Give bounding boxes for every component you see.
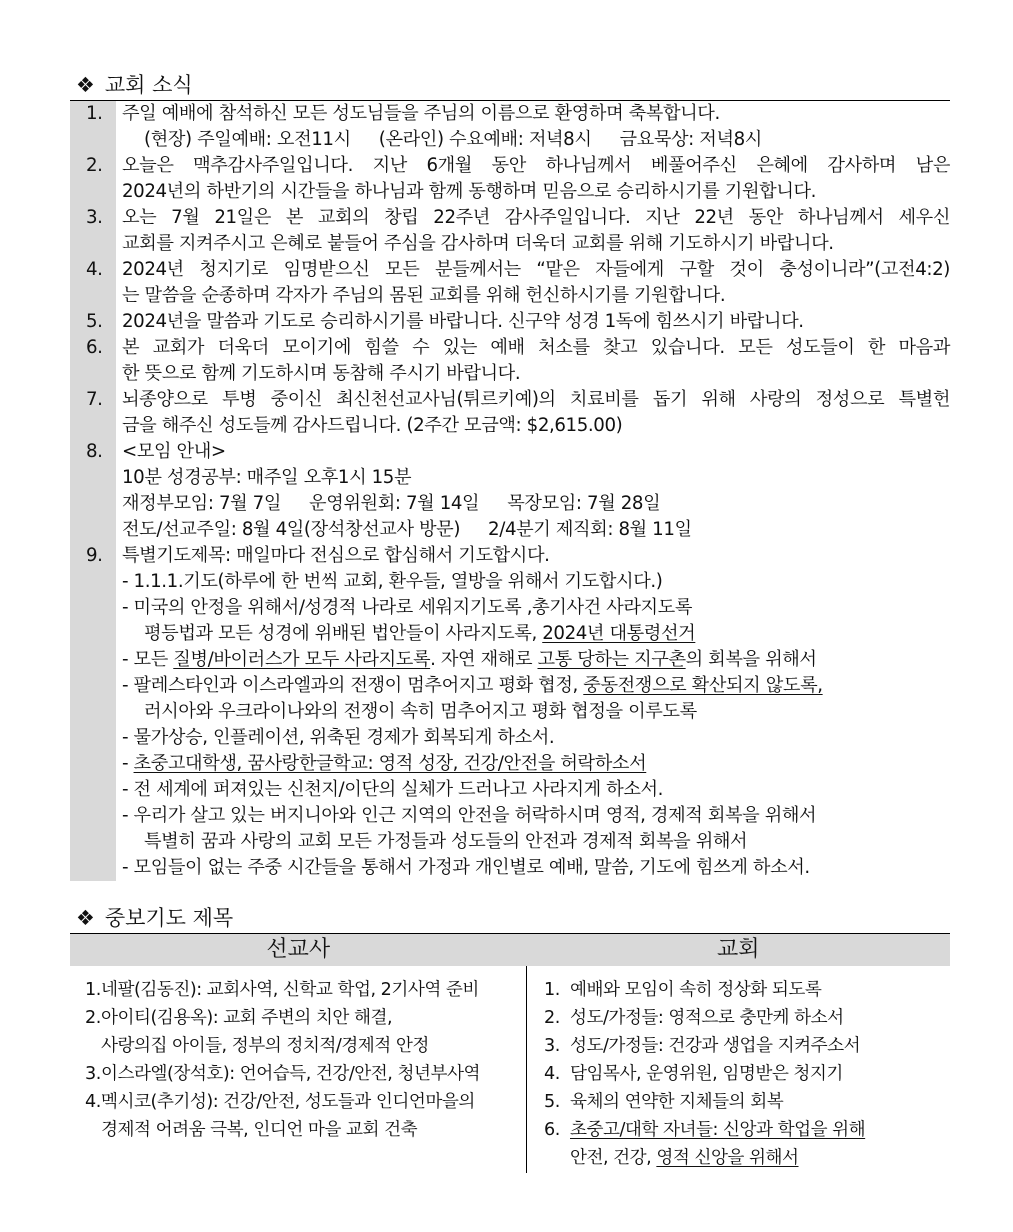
item-number: 3. (86, 207, 103, 228)
prayer-point (122, 673, 950, 699)
mission-dates-row (122, 517, 950, 543)
church-news-heading (70, 70, 950, 101)
item-text: 주일 예배에 참석하신 모든 성도님들을 주님의 이름으로 환영하며 축복합니다. (122, 103, 720, 124)
news-item-2 (70, 153, 950, 205)
steering-committee: 운영위원회: 7월 14일 (309, 493, 480, 514)
prayer-point: - 미국의 안정을 위해서/성경적 나라로 세워지기도록 ,총기사건 사라지도록 (122, 597, 693, 618)
item-text: 멕시코(추기성): 건강/안전, 성도들과 인디언마을의 (101, 1092, 475, 1112)
item-text: 사랑의집 아이들, 정부의 정치적/경제적 안정 (101, 1036, 429, 1056)
church-news-title: 교회 소식 (104, 73, 193, 97)
item-number: 1. (544, 980, 560, 1000)
item-number: 3. (85, 1064, 101, 1084)
item-text: 안전, 건강, (570, 1148, 657, 1168)
item-number: 4. (86, 259, 103, 280)
item-text: 뇌종양으로 투병 중이신 최신천선교사님(튀르키예)의 치료비를 돕기 위해 사랑의 정성으로 특별헌 (122, 389, 950, 410)
item-text: 2024년의 하반기의 시간들을 하나님과 함께 동행하며 믿음으로 승리하시기를 기원합니다. (122, 181, 817, 202)
item-number: 1. (86, 103, 103, 124)
item-number: 2. (85, 1008, 101, 1028)
missionary-item (71, 976, 525, 1004)
intercession-table-body (70, 966, 950, 1173)
prayer-text-underlined: 중동전쟁으로 확산되지 않도록, (583, 675, 823, 696)
missionary-item (71, 1088, 525, 1116)
item-text-underlined: 초중고/대학 자녀들: 신앙과 학업을 위해 (570, 1120, 866, 1140)
item-number: 2. (86, 155, 103, 176)
item-number: 5. (544, 1092, 560, 1112)
item-text: 2024년 청지기로 임명받으신 모든 분들께서는 “맡은 자들에게 구할 것이 충성이니라”(고전4:2) (122, 259, 950, 280)
prayer-text: - 모든 (122, 649, 174, 670)
diamond-bullet-icon: ❖ (76, 906, 95, 930)
prayer-point: - 1.1.1.기도(하루에 한 번씩 교회, 환우들, 열방을 위해서 기도합시다.) (122, 571, 663, 592)
item-text: 2024년을 말씀과 기도로 승리하시기를 바랍니다. 신구약 성경 1독에 힘쓰시기 바랍니다. (122, 311, 804, 332)
missionary-item (71, 1004, 525, 1032)
item-text: 교회를 지켜주시고 은혜로 붙들어 주심을 감사하며 더욱더 교회를 위해 기도하시기 바랍니다. (122, 233, 834, 254)
news-item-1 (70, 101, 950, 153)
special-prayer-title: 특별기도제목: 매일마다 전심으로 합심해서 기도합시다. (122, 545, 550, 566)
news-item-4 (70, 257, 950, 309)
item-text: 네팔(김동진): 교회사역, 신학교 학업, 2기사역 준비 (101, 980, 479, 1000)
prayer-text: 평등법과 모든 성경에 위배된 법안들이 사라지도록, (144, 623, 543, 644)
prayer-text: - 팔레스타인과 이스라엘과의 전쟁이 멈추어지고 평화 협정, (122, 675, 584, 696)
item-text: 경제적 어려움 극복, 인디언 마을 교회 건축 (101, 1120, 418, 1140)
item-number: 5. (86, 311, 103, 332)
item-number: 6. (544, 1120, 560, 1140)
missionary-column-header: 선교사 (70, 934, 527, 966)
intercession-heading (70, 903, 950, 934)
item-text: 담임목사, 운영위원, 임명받은 청지기 (570, 1064, 843, 1084)
prayer-text-underlined: 고통 당하는 지구촌 (537, 649, 686, 670)
prayer-point: - 모임들이 없는 주중 시간들을 통해서 가정과 개인별로 예배, 말씀, 기도에 힘쓰게 하소서. (122, 857, 810, 878)
item-number: 6. (86, 337, 103, 358)
cell-group-meeting: 목장모임: 7월 28일 (507, 493, 661, 514)
church-item (528, 976, 949, 1004)
meeting-dates-row (122, 491, 950, 517)
prayer-text: . 자연 재해로 (430, 649, 538, 670)
item-number: 8. (86, 441, 103, 462)
prayer-point-continued: 특별히 꿈과 사랑의 교회 모든 가정들과 성도들의 안전과 경제적 회복을 위해서 (144, 831, 748, 852)
item-text: 오는 7월 21일은 본 교회의 창립 22주년 감사주일입니다. 지난 22년 동안 하나님께서 세우신 (122, 207, 950, 228)
finance-meeting: 재정부모임: 7월 7일 (122, 493, 282, 514)
bulletin-page (70, 70, 950, 1173)
prayer-point-continued: 러시아와 우크라이나와의 전쟁이 속히 멈추어지고 평화 협정을 이루도록 (144, 701, 697, 722)
item-text: 성도/가정들: 영적으로 충만케 하소서 (570, 1008, 844, 1028)
item-text: 오늘은 맥추감사주일입니다. 지난 6개월 동안 하나님께서 베풀어주신 은혜에 감사하며 남은 (122, 155, 950, 176)
intercession-table (70, 934, 950, 1173)
prayer-text: - (122, 753, 134, 774)
item-text: 이스라엘(장석호): 언어습득, 건강/안전, 청년부사역 (101, 1064, 480, 1084)
prayer-text-underlined: 2024년 대통령선거 (542, 623, 696, 644)
intercession-title: 중보기도 제목 (104, 906, 234, 930)
item-text: 한 뜻으로 함께 기도하시며 동참해 주시기 바랍니다. (122, 363, 521, 384)
item-text-underlined: 영적 신앙을 위해서 (656, 1148, 799, 1168)
prayer-point-continued (122, 621, 950, 647)
prayer-text-underlined: 질병/바이러스가 모두 사라지도록 (173, 649, 431, 670)
item-number: 4. (544, 1064, 560, 1084)
item-text: 는 말씀을 순종하며 각자가 주님의 몸된 교회를 위해 헌신하시기를 기원합니다. (122, 285, 726, 306)
news-item-6 (70, 335, 950, 387)
church-column-header: 교회 (527, 934, 951, 966)
prayer-point (122, 751, 950, 777)
wednesday-service-time: (온라인) 수요예배: 저녁8시 (378, 129, 592, 150)
item-number: 2. (544, 1008, 560, 1028)
prayer-point: - 전 세계에 퍼져있는 신천지/이단의 실체가 드러나고 사라지게 하소서. (122, 779, 664, 800)
prayer-text: 의 회복을 위해서 (685, 649, 817, 670)
sunday-service-time: (현장) 주일예배: 오전11시 (144, 129, 351, 150)
item-number: 9. (86, 545, 103, 566)
diamond-bullet-icon: ❖ (76, 73, 95, 97)
church-item (528, 1116, 949, 1144)
news-item-5 (70, 309, 950, 335)
church-item (528, 1004, 949, 1032)
item-text: 성도/가정들: 건강과 생업을 지켜주소서 (570, 1036, 861, 1056)
missionary-prayer-list (70, 966, 527, 1173)
bible-study-schedule: 10분 성경공부: 매주일 오후1시 15분 (122, 467, 412, 488)
item-text: 아이티(김용옥): 교회 주변의 치안 해결, (101, 1008, 393, 1028)
item-text: 본 교회가 더욱더 모이기에 힘쓸 수 있는 예배 처소를 찾고 있습니다. 모든 성도들이 한 마음과 (122, 337, 950, 358)
prayer-point (122, 647, 950, 673)
church-news-list (70, 101, 950, 881)
item-text: 예배와 모임이 속히 정상화 되도록 (570, 980, 822, 1000)
officers-meeting: 2/4분기 제직회: 8월 11일 (488, 519, 692, 540)
missionary-item-continued (71, 1116, 525, 1144)
mission-sunday: 전도/선교주일: 8월 4일(장석창선교사 방문) (122, 519, 461, 540)
prayer-point: - 물가상승, 인플레이션, 위축된 경제가 회복되게 하소서. (122, 727, 555, 748)
item-number: 3. (544, 1036, 560, 1056)
news-item-9-prayer (70, 543, 950, 881)
church-prayer-list (527, 966, 951, 1173)
worship-times (122, 127, 950, 153)
item-number: 4. (85, 1092, 101, 1112)
news-item-7 (70, 387, 950, 439)
item-text: 금을 해주신 성도들께 감사드립니다. (2주간 모금액: $2,615.00) (122, 415, 623, 436)
news-item-8-meetings (70, 439, 950, 543)
item-number: 1. (85, 980, 101, 1000)
church-item (528, 1088, 949, 1116)
church-item (528, 1032, 949, 1060)
missionary-item (71, 1060, 525, 1088)
meetings-title: <모임 안내> (122, 441, 226, 462)
church-item-continued (528, 1144, 949, 1172)
item-text: 육체의 연약한 지체들의 회복 (570, 1092, 784, 1112)
missionary-item-continued (71, 1032, 525, 1060)
news-item-3 (70, 205, 950, 257)
intercession-table-header (70, 934, 950, 966)
prayer-point: - 우리가 살고 있는 버지니아와 인근 지역의 안전을 허락하시며 영적, 경제적 회복을 위해서 (122, 805, 817, 826)
item-number: 7. (86, 389, 103, 410)
church-item (528, 1060, 949, 1088)
friday-meditation-time: 금요묵상: 저녁8시 (619, 129, 762, 150)
prayer-text-underlined: 초중고대학생, 꿈사랑한글학교: 영적 성장, 건강/안전을 허락하소서 (133, 753, 647, 774)
